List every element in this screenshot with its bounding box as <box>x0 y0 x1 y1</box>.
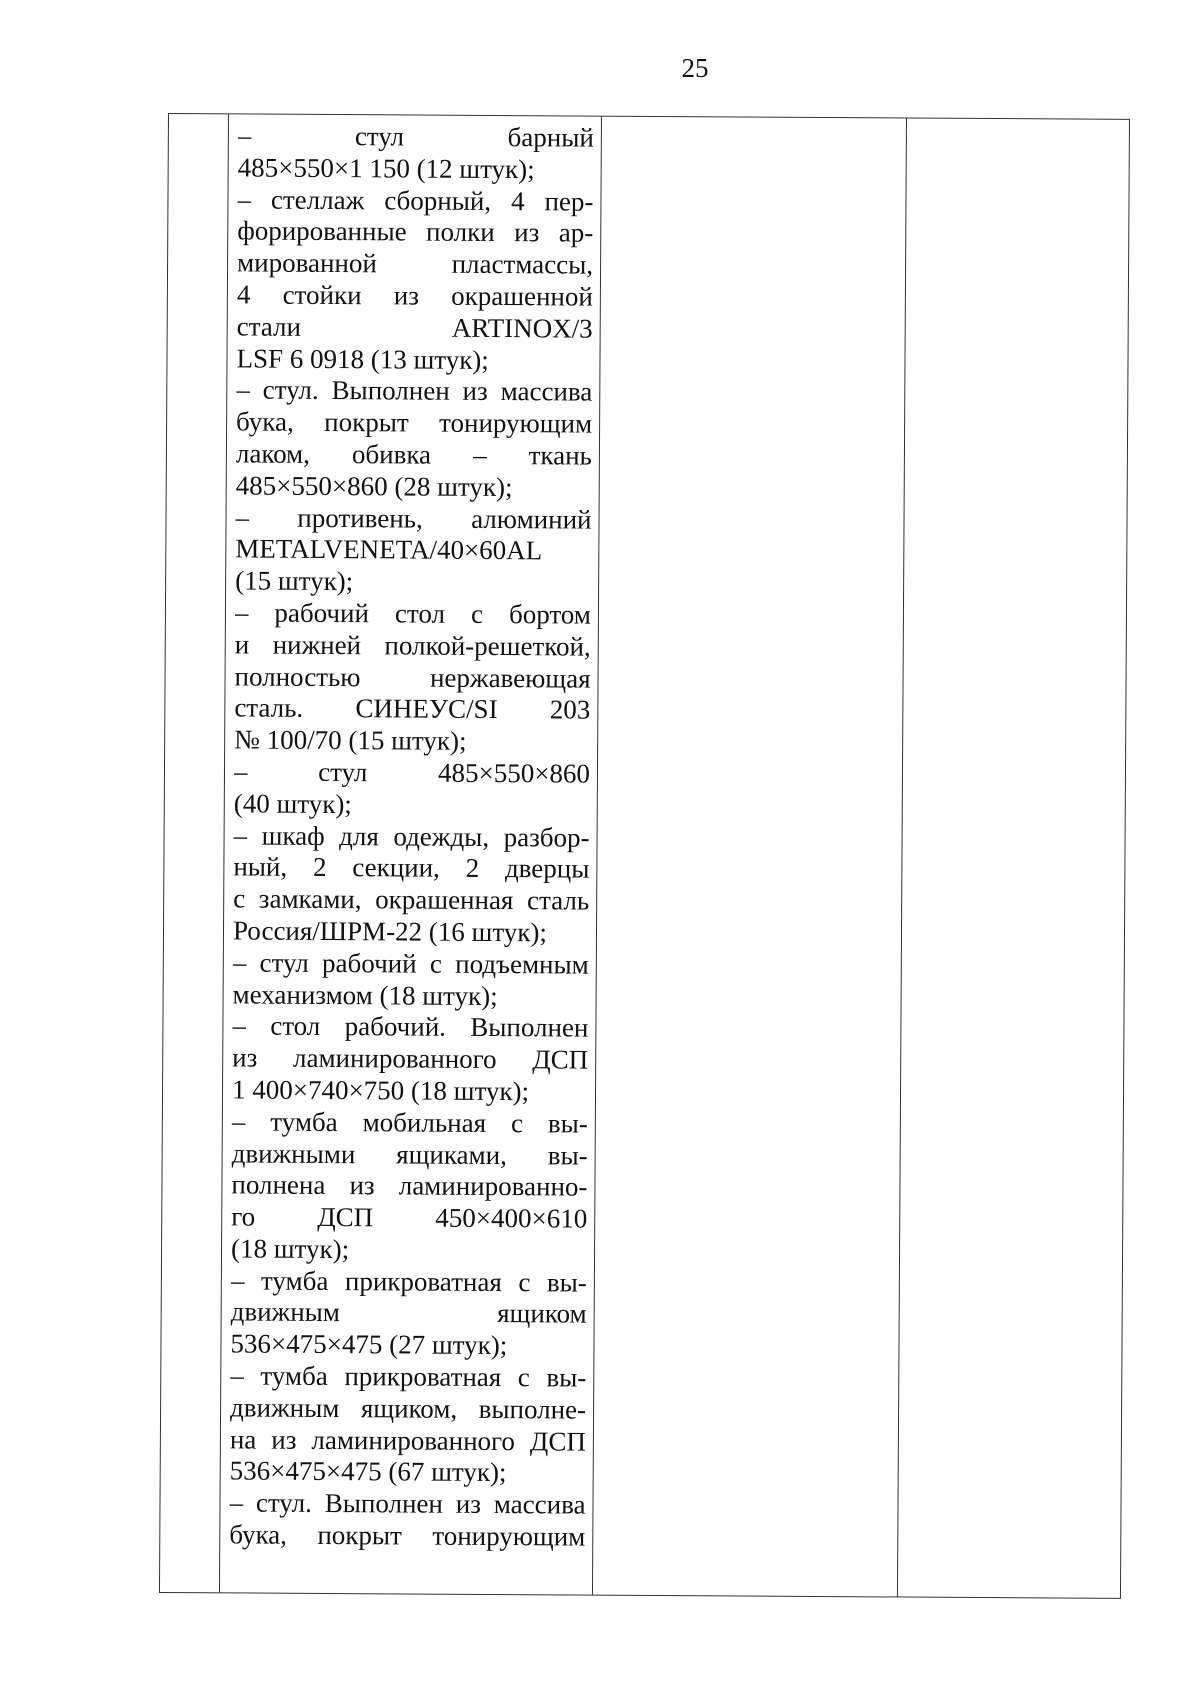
table-column-fourth <box>898 119 1129 1598</box>
list-line: – стул рабочий с подъемным <box>232 947 589 980</box>
equipment-list <box>229 120 594 1553</box>
list-line: стали ARTINOX/3 <box>236 311 593 344</box>
list-line: – тумба прикроватная с вы- <box>230 1360 587 1393</box>
list-line: го ДСП 450×400×610 <box>231 1201 588 1234</box>
list-line: LSF 6 0918 (13 штук); <box>236 343 489 375</box>
list-line: и нижней полкой-решеткой, <box>234 629 591 662</box>
list-line: форированные полки из ар- <box>237 215 594 248</box>
list-line: 485×550×860 (28 штук); <box>235 470 513 502</box>
list-line: бука, покрыт тонирующим <box>236 406 593 439</box>
list-line: 536×475×475 (27 штук); <box>230 1328 508 1361</box>
list-line: – тумба мобильная с вы- <box>231 1106 588 1139</box>
list-line: сталь. СИНЕУС/SI 203 <box>234 692 591 725</box>
list-line: – шкаф для одежды, разбор- <box>233 819 590 853</box>
list-line: – противень, алюминий <box>235 501 592 535</box>
list-line: – стол рабочий. Выполнен <box>232 1010 589 1043</box>
list-line: – стул. Выполнен из массива <box>236 374 593 407</box>
list-line: – стеллаж сборный, 4 пер- <box>237 184 594 217</box>
list-line: – рабочий стол с бортом <box>234 597 592 630</box>
list-line: движным ящиком <box>230 1296 587 1330</box>
equipment-table <box>159 113 1130 1599</box>
list-line: механизмом (18 штук); <box>232 978 498 1011</box>
list-line: – стул барный <box>237 120 594 153</box>
list-line: (40 штук); <box>233 788 352 819</box>
list-line: полностью нержавеющая <box>234 660 591 694</box>
page-number: 25 <box>681 53 709 83</box>
table-column-number <box>160 114 229 1592</box>
list-line: 1 400×740×750 (18 штук); <box>231 1074 530 1107</box>
list-line: бука, покрыт тонирующим <box>229 1519 586 1552</box>
list-line: – стул. Выполнен из массива <box>229 1487 586 1520</box>
list-line: – тумба прикроватная с вы- <box>230 1265 587 1298</box>
list-line: 4 стойки из окрашенной <box>236 279 593 312</box>
list-line: № 100/70 (15 штук); <box>234 724 467 756</box>
table-column-third <box>593 117 907 1597</box>
list-line: мированной пластмассы, <box>236 247 594 280</box>
list-line: Россия/ШРМ-22 (16 штук); <box>232 915 548 948</box>
list-line: на из ламинированного ДСП <box>229 1424 586 1457</box>
list-line: полнена из ламинированно- <box>231 1169 588 1202</box>
list-line: ный, 2 секции, 2 дверцы <box>233 851 590 884</box>
list-line: с замками, окрашенная сталь <box>233 883 590 916</box>
table-column-items <box>220 114 602 1594</box>
list-line: движным ящиком, выполне- <box>230 1392 587 1425</box>
list-line: (18 штук); <box>230 1233 350 1265</box>
list-line: METALVENETA/40×60AL <box>235 533 543 566</box>
list-line: из ламинированного ДСП <box>232 1042 589 1075</box>
list-line: движными ящиками, вы- <box>231 1137 588 1171</box>
list-line: лаком, обивка – ткань <box>235 438 593 471</box>
list-line: 536×475×475 (67 штук); <box>229 1455 507 1488</box>
list-line: (15 штук); <box>235 565 354 597</box>
list-line: 485×550×1 150 (12 штук); <box>237 152 535 185</box>
list-line: – стул 485×550×860 <box>233 756 591 789</box>
